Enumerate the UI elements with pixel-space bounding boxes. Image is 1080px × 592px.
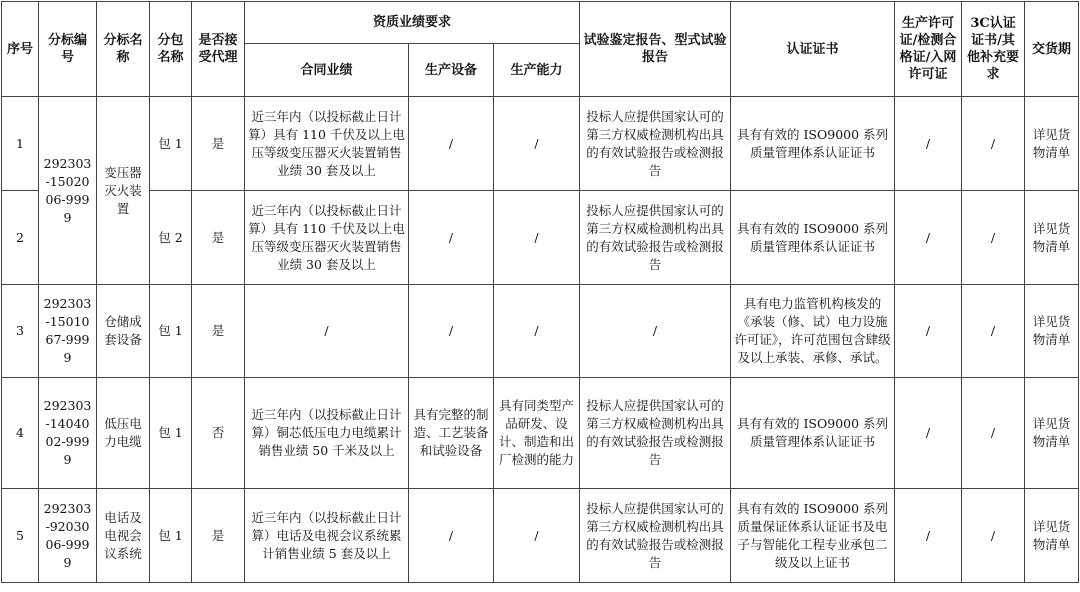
- cell-capacity: /: [494, 191, 580, 285]
- cell-equipment: /: [409, 489, 494, 583]
- cell-package: 包 1: [150, 97, 192, 191]
- cell-agent: 是: [192, 285, 245, 378]
- cell-delivery: 详见货物清单: [1025, 191, 1079, 285]
- cell-capacity: /: [494, 285, 580, 378]
- cell-code: 292303-1501067-9999: [39, 285, 97, 378]
- cell-license: /: [895, 378, 962, 489]
- cell-name: 电话及电视会议系统: [97, 489, 150, 583]
- cell-capacity: 具有同类型产品研发、设计、制造和出厂检测的能力: [494, 378, 580, 489]
- cell-code: 292303-9203006-9999: [39, 489, 97, 583]
- cell-ccc: /: [962, 191, 1025, 285]
- cell-equipment: /: [409, 285, 494, 378]
- cell-seq: 4: [2, 378, 39, 489]
- cell-ccc: /: [962, 97, 1025, 191]
- cell-certificate: 具有有效的 ISO9000 系列质量保证体系认证证书及电子与智能化工程专业承包二级及以上证书: [731, 489, 895, 583]
- cell-equipment: /: [409, 97, 494, 191]
- cell-delivery: 详见货物清单: [1025, 285, 1079, 378]
- cell-seq: 1: [2, 97, 39, 191]
- table-row: [2, 285, 1079, 378]
- table-row: [2, 489, 1079, 583]
- cell-ccc: /: [962, 285, 1025, 378]
- cell-equipment: 具有完整的制造、工艺装备和试验设备: [409, 378, 494, 489]
- header-certificate: 认证证书: [731, 2, 895, 97]
- header-test-report: 试验鉴定报告、型式试验报告: [580, 2, 731, 97]
- cell-capacity: /: [494, 97, 580, 191]
- header-agent: 是否接受代理: [192, 2, 245, 97]
- cell-agent: 是: [192, 489, 245, 583]
- cell-certificate: 具有有效的 ISO9000 系列质量管理体系认证证书: [731, 378, 895, 489]
- cell-test-report: 投标人应提供国家认可的第三方权威检测机构出具的有效试验报告或检测报告: [580, 489, 731, 583]
- cell-package: 包 2: [150, 191, 192, 285]
- cell-package: 包 1: [150, 489, 192, 583]
- cell-contract: 近三年内（以投标截止日计算）电话及电视会议系统累计销售业绩 5 套及以上: [245, 489, 409, 583]
- cell-package: 包 1: [150, 378, 192, 489]
- cell-test-report: 投标人应提供国家认可的第三方权威检测机构出具的有效试验报告或检测报告: [580, 97, 731, 191]
- header-qualification: 资质业绩要求: [245, 2, 580, 44]
- cell-license: /: [895, 489, 962, 583]
- cell-license: /: [895, 97, 962, 191]
- cell-test-report: /: [580, 285, 731, 378]
- cell-delivery: 详见货物清单: [1025, 489, 1079, 583]
- cell-agent: 否: [192, 378, 245, 489]
- table-row: [2, 378, 1079, 489]
- cell-test-report: 投标人应提供国家认可的第三方权威检测机构出具的有效试验报告或检测报告: [580, 191, 731, 285]
- cell-certificate: 具有电力监管机构核发的《承装（修、试）电力设施许可证》，许可范围包含肆级及以上承装、承修、承试。: [731, 285, 895, 378]
- header-package: 分包名称: [150, 2, 192, 97]
- header-delivery: 交货期: [1025, 2, 1079, 97]
- cell-agent: 是: [192, 97, 245, 191]
- cell-name: 低压电力电缆: [97, 378, 150, 489]
- cell-license: /: [895, 285, 962, 378]
- cell-contract: /: [245, 285, 409, 378]
- cell-package: 包 1: [150, 285, 192, 378]
- cell-certificate: 具有有效的 ISO9000 系列质量管理体系认证证书: [731, 97, 895, 191]
- cell-agent: 是: [192, 191, 245, 285]
- header-license: 生产许可证/检测合格证/入网许可证: [895, 2, 962, 97]
- cell-name: 仓储成套设备: [97, 285, 150, 378]
- qualification-requirements-table: [1, 1, 1079, 583]
- cell-capacity: /: [494, 489, 580, 583]
- header-name: 分标名称: [97, 2, 150, 97]
- cell-contract: 近三年内（以投标截止日计算）具有 110 千伏及以上电压等级变压器灭火装置销售业绩 30 套及以上: [245, 97, 409, 191]
- header-capacity: 生产能力: [494, 44, 580, 97]
- cell-code: 292303-1502006-9999: [39, 97, 97, 285]
- cell-certificate: 具有有效的 ISO9000 系列质量管理体系认证证书: [731, 191, 895, 285]
- header-ccc: 3C认证证书/其他补充要求: [962, 2, 1025, 97]
- header-equipment: 生产设备: [409, 44, 494, 97]
- cell-name: 变压器灭火装置: [97, 97, 150, 285]
- cell-equipment: /: [409, 191, 494, 285]
- header-contract: 合同业绩: [245, 44, 409, 97]
- cell-seq: 5: [2, 489, 39, 583]
- header-row-1: [2, 2, 1079, 44]
- cell-seq: 2: [2, 191, 39, 285]
- cell-license: /: [895, 191, 962, 285]
- cell-ccc: /: [962, 489, 1025, 583]
- table-row: [2, 191, 1079, 285]
- table-row: [2, 97, 1079, 191]
- cell-ccc: /: [962, 378, 1025, 489]
- cell-code: 292303-1404002-9999: [39, 378, 97, 489]
- cell-contract: 近三年内（以投标截止日计算）铜芯低压电力电缆累计销售业绩 50 千米及以上: [245, 378, 409, 489]
- cell-delivery: 详见货物清单: [1025, 378, 1079, 489]
- cell-contract: 近三年内（以投标截止日计算）具有 110 千伏及以上电压等级变压器灭火装置销售业绩 30 套及以上: [245, 191, 409, 285]
- cell-delivery: 详见货物清单: [1025, 97, 1079, 191]
- cell-test-report: 投标人应提供国家认可的第三方权威检测机构出具的有效试验报告或检测报告: [580, 378, 731, 489]
- header-seq: 序号: [2, 2, 39, 97]
- cell-seq: 3: [2, 285, 39, 378]
- header-code: 分标编号: [39, 2, 97, 97]
